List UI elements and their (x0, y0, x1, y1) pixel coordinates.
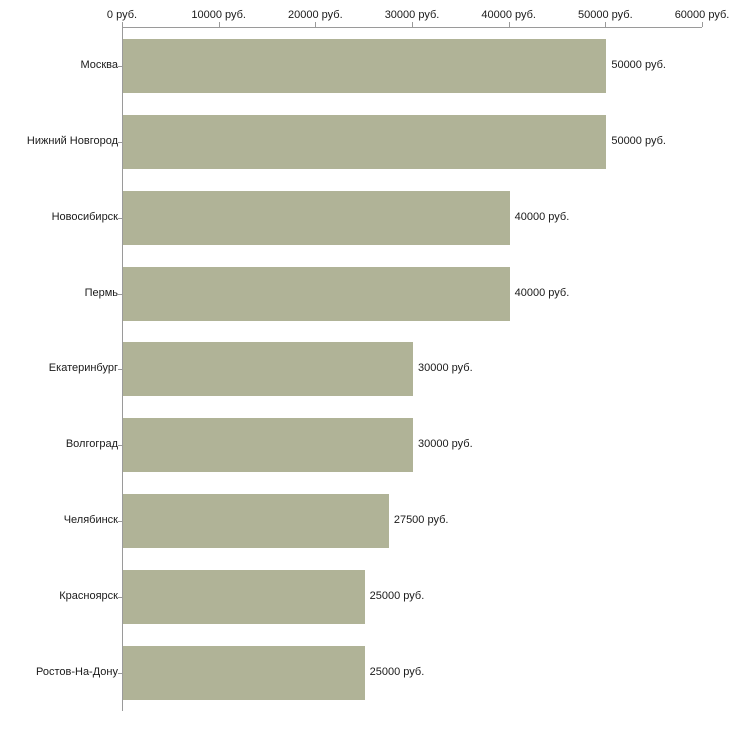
x-axis-tick-label: 20000 руб. (288, 9, 343, 21)
bar-value-label: 30000 руб. (418, 362, 473, 375)
bar-value-label: 40000 руб. (514, 286, 570, 299)
x-axis-tick (702, 22, 703, 27)
bar-value-label: 30000 руб. (418, 438, 473, 451)
bar[interactable] (123, 39, 606, 93)
x-axis-tick-label: 40000 руб. (481, 9, 536, 21)
x-axis-tick-label: 10000 руб. (191, 9, 246, 21)
x-axis-tick-label: 0 руб. (106, 9, 138, 21)
category-label: Екатеринбург (48, 362, 118, 375)
category-label: Новосибирск (51, 210, 118, 223)
bar[interactable] (123, 115, 606, 169)
bar-value-label: 50000 руб. (611, 58, 666, 71)
bar-row (0, 28, 730, 104)
bar-row (0, 104, 730, 180)
bar[interactable] (123, 494, 389, 548)
category-label: Челябинск (63, 514, 118, 527)
category-label: Нижний Новгород (26, 134, 118, 147)
bar-value-label: 27500 руб. (393, 514, 449, 527)
category-label: Красноярск (59, 590, 118, 603)
bar-row (0, 256, 730, 332)
bar[interactable] (123, 570, 365, 624)
x-axis-tick (219, 22, 220, 27)
x-axis-tick (605, 22, 606, 27)
x-axis-tick (412, 22, 413, 27)
bar-row (0, 559, 730, 635)
category-label: Москва (80, 58, 118, 71)
x-axis-tick (509, 22, 510, 27)
bar[interactable] (123, 342, 413, 396)
bar-value-label: 50000 руб. (611, 134, 666, 147)
x-axis-tick-label: 60000 руб. (674, 9, 730, 21)
bar[interactable] (123, 418, 413, 472)
bar-row (0, 332, 730, 408)
x-axis (0, 0, 730, 28)
bar[interactable] (123, 191, 510, 245)
x-axis-tick-label: 30000 руб. (384, 9, 440, 21)
bar-row (0, 635, 730, 711)
bar-value-label: 25000 руб. (369, 666, 425, 679)
category-label: Пермь (84, 286, 118, 299)
category-label: Волгоград (65, 438, 118, 451)
x-axis-tick-label: 50000 руб. (578, 9, 633, 21)
bar-value-label: 25000 руб. (369, 590, 425, 603)
x-axis-tick (315, 22, 316, 27)
bar-value-label: 40000 руб. (514, 210, 570, 223)
bar-row (0, 407, 730, 483)
bar-row (0, 483, 730, 559)
bar[interactable] (123, 267, 510, 321)
bar[interactable] (123, 646, 365, 700)
plot-area (0, 28, 730, 711)
bar-row (0, 180, 730, 256)
category-label: Ростов-На-Дону (35, 666, 118, 679)
